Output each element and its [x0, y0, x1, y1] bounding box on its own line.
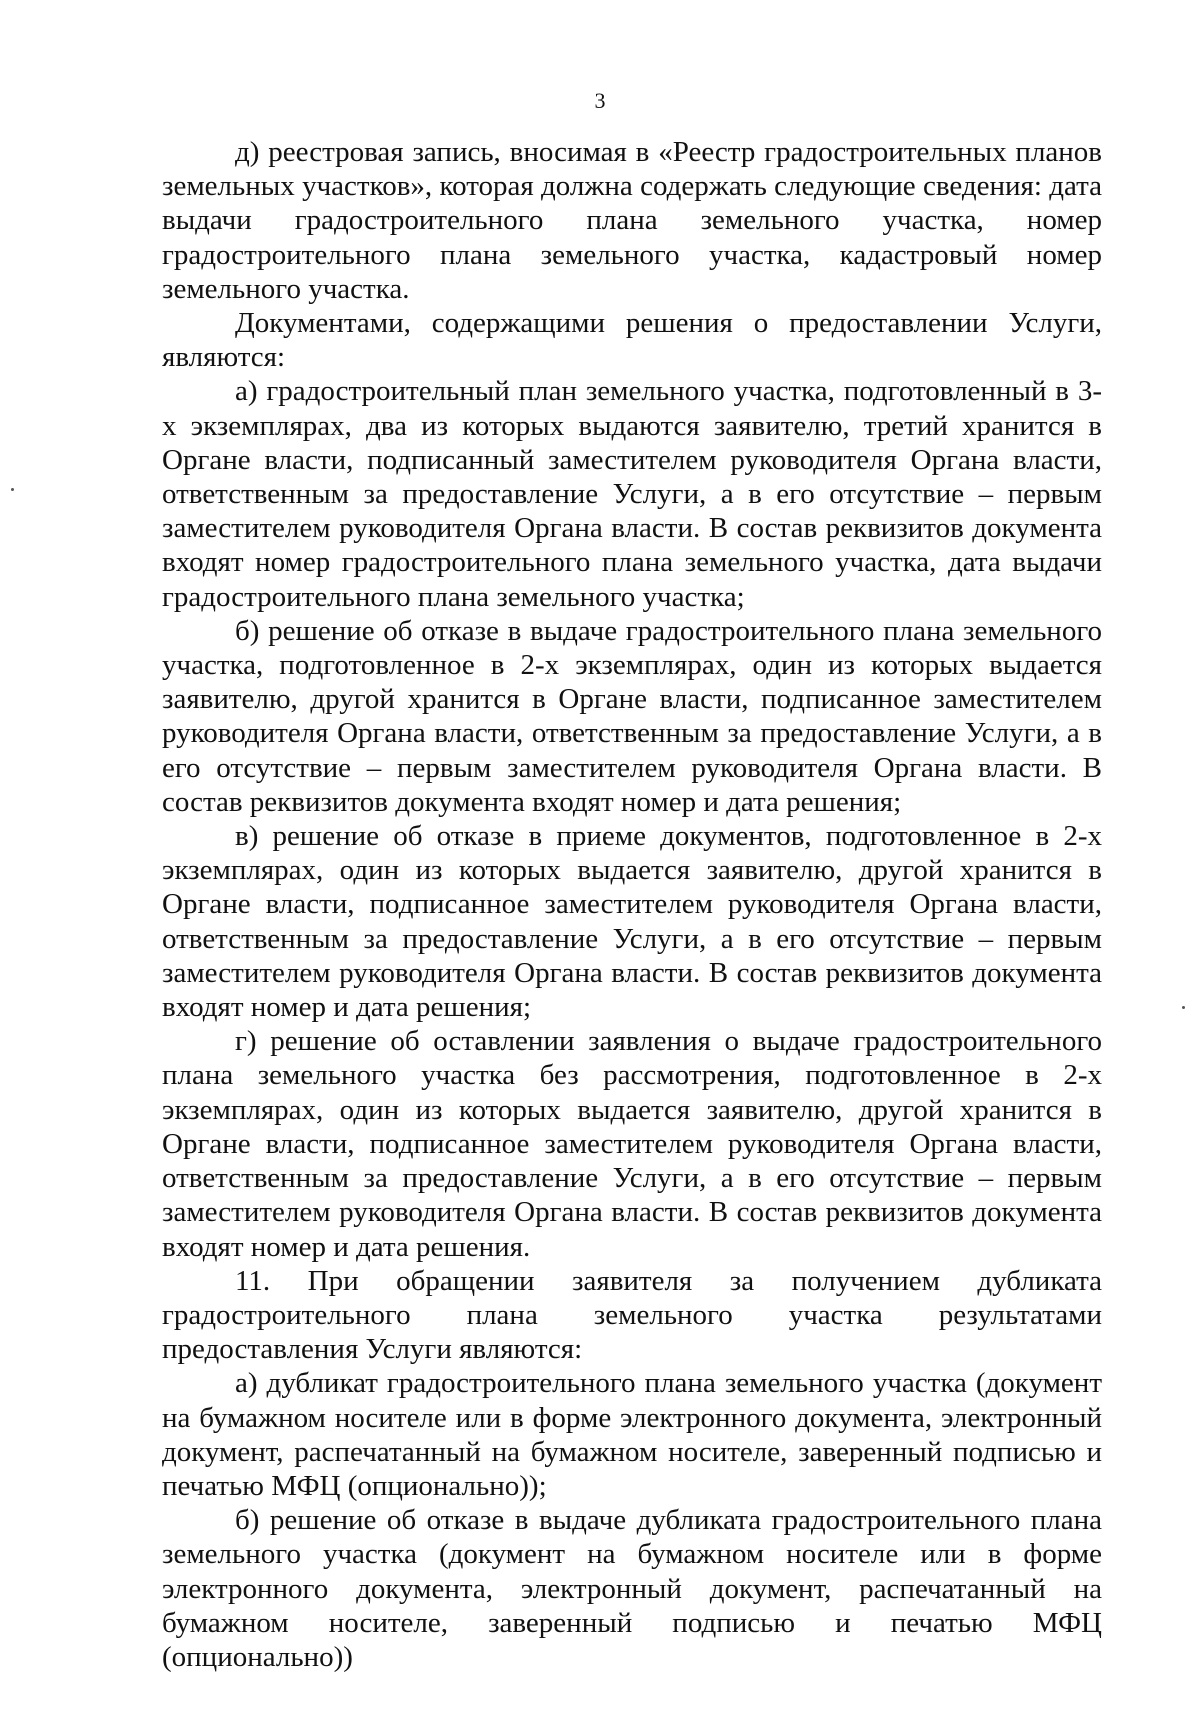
paragraph-item-b-refusal-issue: б) решение об отказе в выдаче градостроительного плана земельного участка, подготовленное в 2-х экземплярах, один из которых выдается заявителю, другой хранится в Органе власти, подписанное заместителем руководителя Органа власти, ответственным за предоставление Услуги, а в его отсутствие – первым заместителем руководителя Органа власти. В состав реквизитов документа входят номер и дата решения; [162, 614, 1102, 818]
scan-speck [1182, 1006, 1185, 1009]
paragraph-registry-entry: д) реестровая запись, вносимая в «Реестр градостроительных планов земельных участков», которая должна содержать следующие сведения: дата выдачи градостроительного плана земельного участка, номер градостроительного плана земельного участка, кадастровый номер земельного участка. [162, 136, 1102, 305]
scan-speck [11, 488, 14, 491]
paragraph-item-c-refusal-acceptance: в) решение об отказе в приеме документов, подготовленное в 2-х экземплярах, один из которых выдается заявителю, другой хранится в Органе власти, подписанное заместителем руководителя Органа власти, ответственным за предоставление Услуги, а в его отсутствие – первым заместителем руководителя Органа власти. В состав реквизитов документа входят номер и дата решения; [162, 820, 1102, 1024]
paragraph-section-11-duplicate: 11. При обращении заявителя за получением дубликата градостроительного плана земельного участка результатами предоставления Услуги являются: [162, 1264, 1102, 1366]
page-number: 3 [594, 88, 606, 113]
paragraph-item-d-no-consideration: г) решение об оставлении заявления о выдаче градостроительного плана земельного участка без рассмотрения, подготовленное в 2-х экземплярах, один из которых выдается заявителю, другой хранится в Органе власти, подписанное заместителем руководителя Органа власти, ответственным за предоставление Услуги, а в его отсутствие – первым заместителем руководителя Органа власти. В состав реквизитов документа входят номер и дата решения. [162, 1025, 1102, 1263]
paragraph-item-a-urban-plan: а) градостроительный план земельного участка, подготовленный в 3-х экземплярах, два из которых выдаются заявителю, третий хранится в Органе власти, подписанный заместителем руководителя Органа власти, ответственным за предоставление Услуги, а в его отсутствие – первым заместителем руководителя Органа власти. В состав реквизитов документа входят номер градостроительного плана земельного участка, дата выдачи градостроительного плана земельного участка; [162, 375, 1102, 613]
paragraph-duplicate-item-a: а) дубликат градостроительного плана земельного участка (документ на бумажном носителе или в форме электронного документа, электронный документ, распечатанный на бумажном носителе, заверенный подписью и печатью МФЦ (опционально)); [162, 1367, 1102, 1502]
paragraph-decision-documents-intro: Документами, содержащими решения о предоставлении Услуги, являются: [162, 307, 1102, 374]
document-body [162, 135, 1102, 1674]
paragraph-duplicate-item-b: б) решение об отказе в выдаче дубликата градостроительного плана земельного участка (документ на бумажном носителе или в форме электронного документа, электронный документ, распечатанный на бумажном носителе, заверенный подписью и печатью МФЦ (опционально)) [162, 1504, 1102, 1673]
